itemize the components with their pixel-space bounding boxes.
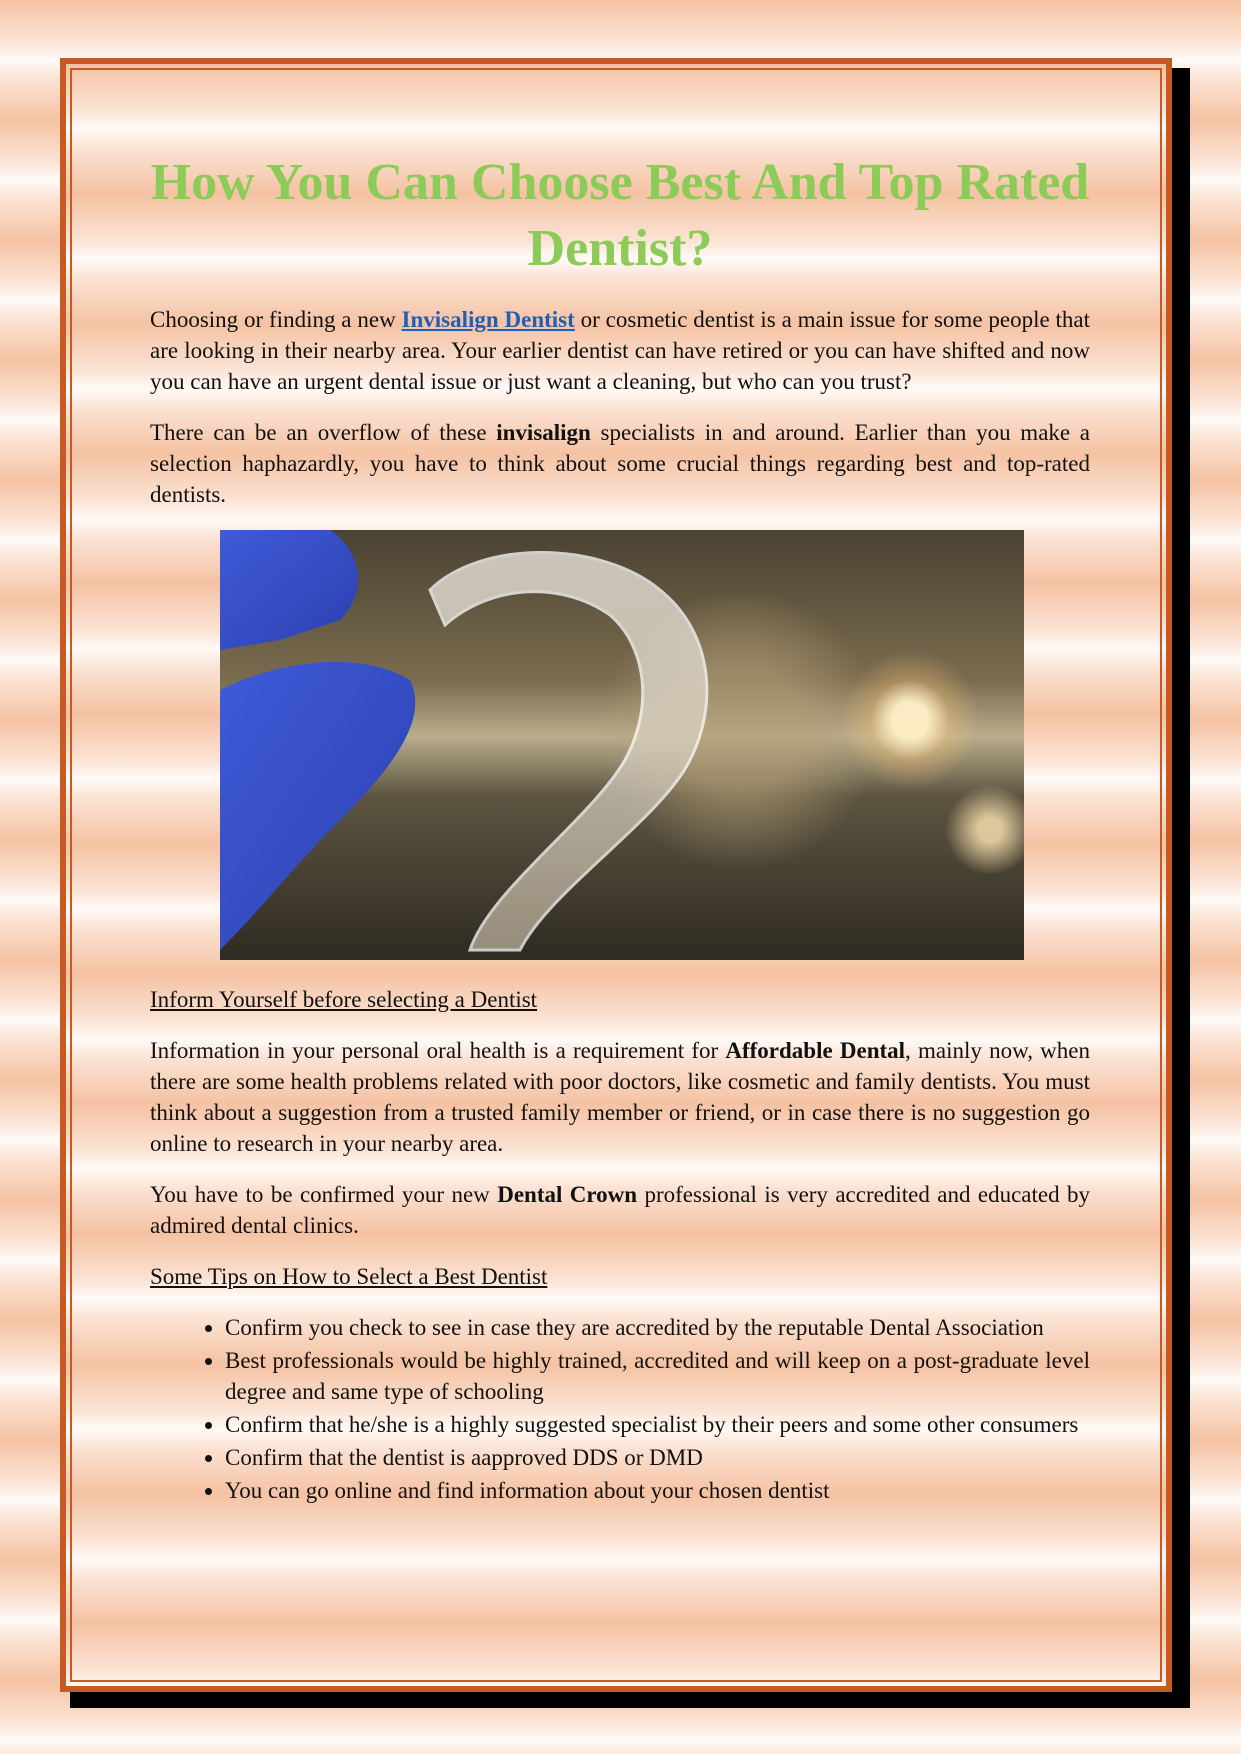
para3-text-end: , mainly now, when there are some health problems related with poor doctors, like cosmetic and family dentists. You must think about a suggestion from a trusted family member or friend, or in case there is no suggestion go online to research in your nearby area.	[150, 1038, 1090, 1156]
para4-bold: Dental Crown	[497, 1182, 638, 1207]
para3-bold: Affordable Dental	[725, 1038, 906, 1063]
intro-text-end: or cosmetic dentist is a main issue for some people that are looking in their nearby area. Your earlier dentist can have retired or you can have shifted and now you can have an urgent dental issue or just want a cleaning, but who can you trust?	[150, 307, 1091, 394]
article-title: How You Can Choose Best And Top Rated Dentist?	[150, 154, 1090, 277]
article	[150, 150, 1090, 1508]
aligner-photo	[220, 530, 1024, 960]
list-item: • Confirm that the dentist is aapproved DDS or DMD	[225, 1442, 1090, 1473]
para4-text-start: You have to be confirmed your new	[150, 1182, 498, 1207]
intro-text-start: Choosing or finding a new	[150, 307, 402, 332]
list-item: • You can go online and find information about your chosen dentist	[225, 1475, 1090, 1506]
paragraph-invisalign	[150, 417, 1090, 510]
para2-text-start: There can be an overflow of these	[150, 420, 497, 445]
para2-bold: invisalign	[496, 420, 591, 445]
section-heading-inform: Inform Yourself before selecting a Dentist	[150, 987, 538, 1012]
section-heading-tips: Some Tips on How to Select a Best Dentist	[150, 1264, 548, 1289]
paragraph-affordable-dental	[150, 1035, 1090, 1159]
list-item: • Confirm you check to see in case they are accredited by the reputable Dental Association	[225, 1312, 1090, 1343]
list-item: • Confirm that he/she is a highly suggested specialist by their peers and some other consumers	[225, 1409, 1090, 1440]
para3-text-start: Information in your personal oral health is a requirement for	[150, 1038, 726, 1063]
list-item: • Best professionals would be highly trained, accredited and will keep on a post-graduate level degree and same type of schooling	[225, 1345, 1090, 1407]
invisalign-dentist-link[interactable]: Invisalign Dentist	[401, 307, 575, 332]
tips-list	[150, 1312, 1090, 1506]
intro-paragraph	[150, 304, 1090, 397]
paragraph-dental-crown	[150, 1179, 1090, 1241]
para4-text-end: professional is very accredited and educated by admired dental clinics.	[150, 1182, 1090, 1238]
aligner-illustration	[220, 530, 1024, 960]
para2-text-end: specialists in and around. Earlier than you make a selection haphazardly, you have to think about some crucial things regarding best and top-rated dentists.	[150, 420, 1091, 507]
